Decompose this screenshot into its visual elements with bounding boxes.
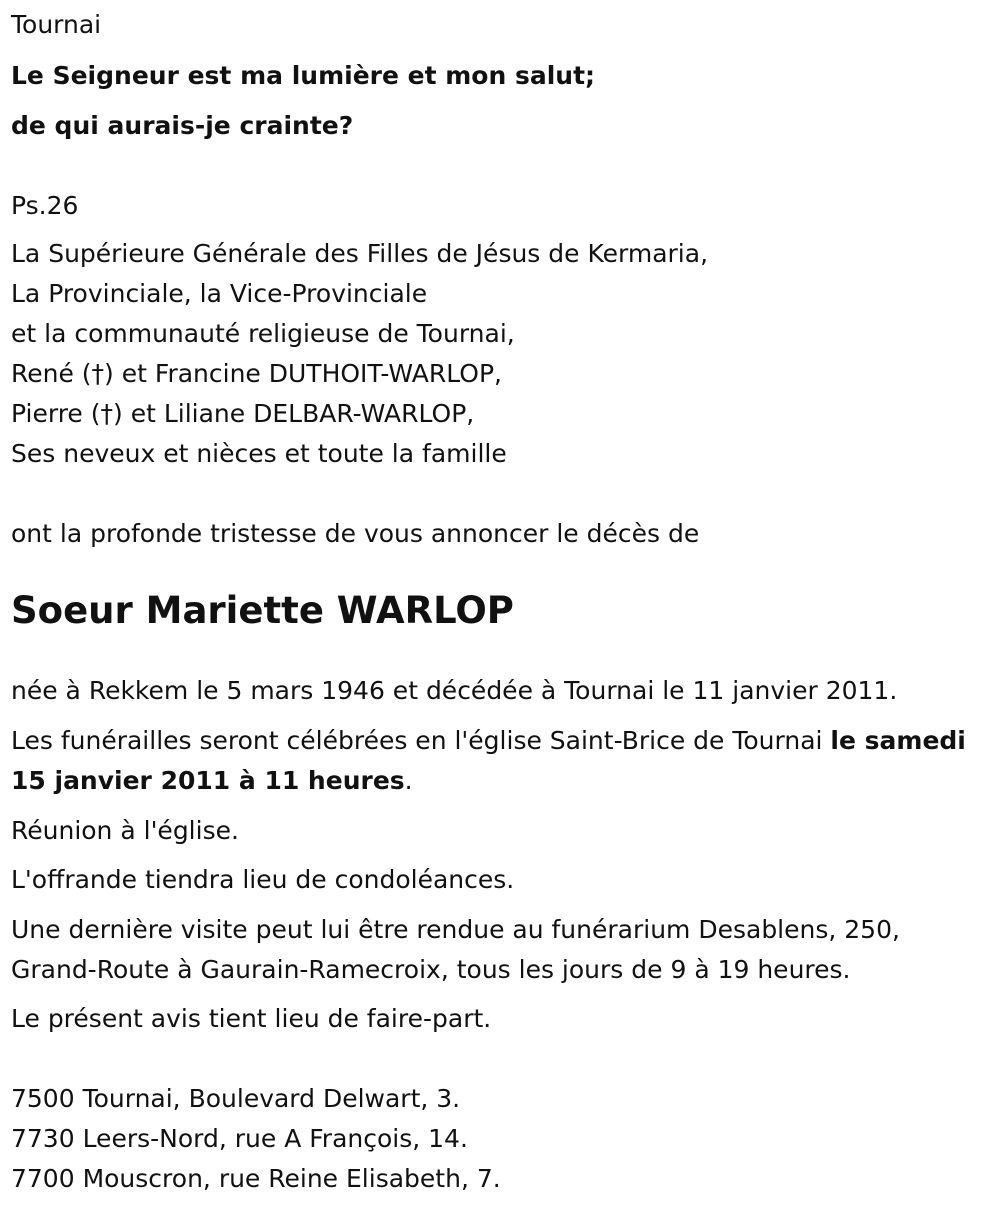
verse-line-1: Le Seigneur est ma lumière et mon salut;: [11, 61, 596, 90]
offering-text: L'offrande tiendra lieu de condoléances.: [11, 865, 515, 894]
announcement-text: ont la profonde tristesse de vous annoncer le décès de: [11, 519, 700, 548]
signatory-line: René (†) et Francine DUTHOIT-WARLOP,: [11, 359, 502, 388]
address-line: 7730 Leers-Nord, rue A François, 14.: [11, 1124, 468, 1153]
location-text: Tournai: [11, 10, 102, 39]
funeral-text: Les funérailles seront célébrées en l'église Saint-Brice de Tournai: [11, 726, 831, 755]
signatory-line: Pierre (†) et Liliane DELBAR-WARLOP,: [11, 399, 475, 428]
signatory-line: La Supérieure Générale des Filles de Jésus de Kermaria,: [11, 239, 709, 268]
visit-paragraph: Une dernière visite peut lui être rendue au funérarium Desablens, 250, Grand-Route à Gaurain-Ramecroix, tous les jours de 9 à 19 heures.: [11, 915, 900, 984]
notice-text: Le présent avis tient lieu de faire-part.: [11, 1004, 492, 1033]
signatory-line: et la communauté religieuse de Tournai,: [11, 319, 515, 348]
verse-reference: Ps.26: [11, 191, 79, 220]
funeral-period: .: [404, 766, 413, 795]
verse-line-2: de qui aurais-je crainte?: [11, 111, 354, 140]
address-line: 7700 Mouscron, rue Reine Elisabeth, 7.: [11, 1164, 501, 1193]
addresses-list: [11, 1079, 991, 1199]
address-line: 7500 Tournai, Boulevard Delwart, 3.: [11, 1084, 461, 1113]
funeral-paragraph: [11, 721, 991, 801]
signatories-list: [11, 234, 991, 474]
birth-death-text: née à Rekkem le 5 mars 1946 et décédée à Tournai le 11 janvier 2011.: [11, 676, 898, 705]
signatory-line: Ses neveux et nièces et toute la famille: [11, 439, 507, 468]
deceased-name: Soeur Mariette WARLOP: [11, 589, 514, 632]
funeral-date: le samedi 15 janvier 2011 à 11 heures: [11, 726, 966, 795]
obituary-notice: [11, 5, 991, 1199]
meeting-text: Réunion à l'église.: [11, 816, 239, 845]
signatory-line: La Provinciale, la Vice-Provinciale: [11, 279, 428, 308]
